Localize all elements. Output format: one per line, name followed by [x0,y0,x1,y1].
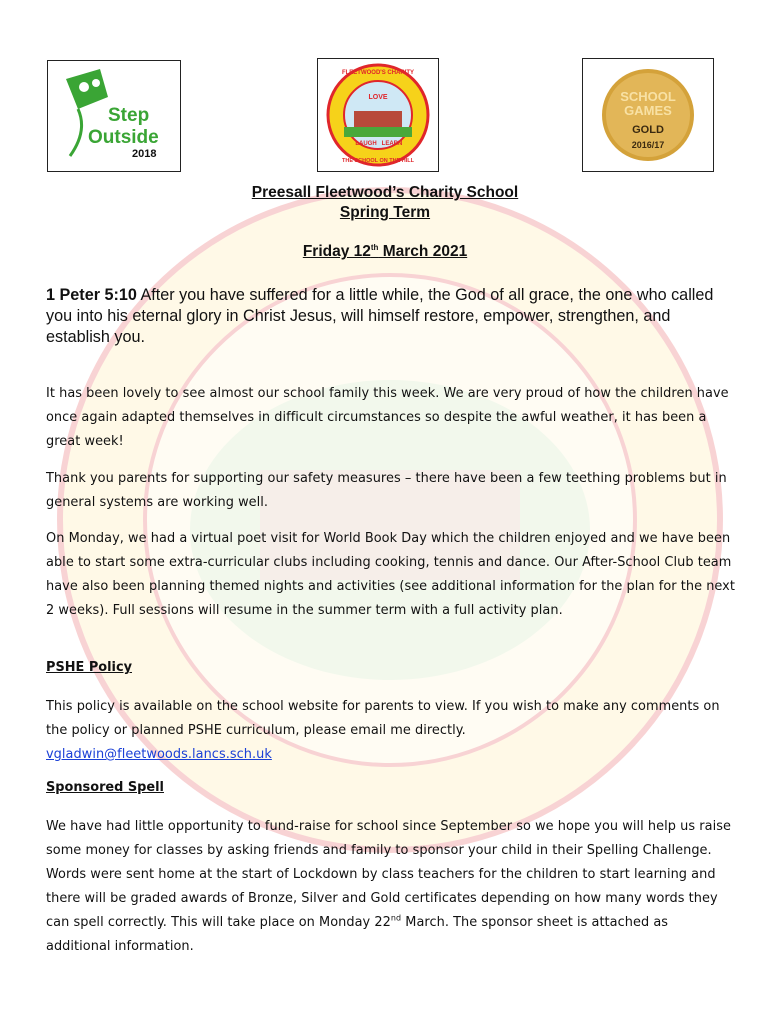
date-heading [0,243,770,261]
sponsored-spell-heading: Sponsored Spell [46,780,164,795]
school-games-gold-logo [582,58,714,172]
school-name-heading: Preesall Fleetwood’s Charity School [251,184,519,201]
date-rest: March 2021 [378,243,468,260]
spell-text: We have had little opportunity to fund-raise for school since September so we hope you will help us raise some money for classes by asking friends and family to sponsor your child in their Spelling Challenge. Words were sent home at the start of Lockdown by class teachers for the children to start learning and there will be graded awards of Bronze, Silver and Gold certificates depending on how many words they can spell correctly. This will take place on Monday 22 [46,819,731,930]
date-ordinal: th [370,242,379,252]
games-season-text: 2016/17 [631,140,665,150]
step-outside-logo [47,60,181,172]
pshe-paragraph [46,695,736,767]
games-games-text: GAMES [624,103,672,118]
paragraph-safety: Thank you parents for supporting our safety measures – there have been a few teething problems but in general systems are working well. [46,471,727,510]
spell-date-ordinal: nd [390,913,402,923]
pshe-email-link[interactable]: vgladwin@fleetwoods.lancs.sch.uk [46,747,272,762]
paragraph-activities: On Monday, we had a virtual poet visit for World Book Day which the children enjoyed and we have been able to start some extra-curricular clubs including cooking, tennis and dance. Our After-School Club team have also been planning themed nights and activities (see additional information for the plan for the next 2 weeks). Full sessions will resume in the summer term with a full activity plan. [46,531,735,618]
logo-step-text: Step [108,105,150,126]
school-crest-logo [317,58,439,172]
sponsored-spell-paragraph [46,815,736,959]
crest-love-text: LOVE [368,94,388,101]
games-school-text: SCHOOL [620,89,676,104]
games-gold-text: GOLD [632,124,664,136]
date-main: Friday 12 [302,243,371,260]
logo-outside-text: Outside [88,127,159,148]
term-heading: Spring Term [339,204,431,221]
crest-ring-bottom-text: THE SCHOOL ON THE HILL [341,158,415,164]
verse-reference: 1 Peter 5:10 [46,286,137,304]
logo-year-text: 2018 [132,148,157,160]
pshe-text: This policy is available on the school website for parents to view. If you wish to make any comments on the policy or planned PSHE curriculum, please email me directly. [46,699,720,738]
crest-laugh-text: LAUGH [355,141,377,147]
crest-learn-text: LEARN [381,141,403,147]
crest-ring-top-text: FLEETWOOD'S CHARITY [341,70,415,76]
paragraph-welcome: It has been lovely to see almost our school family this week. We are very proud of how the children have once again adapted themselves in difficult circumstances so despite the awful weather, it has been a great week! [46,386,729,449]
pshe-heading: PSHE Policy [46,660,132,675]
bible-verse [46,285,726,348]
verse-text: After you have suffered for a little while, the God of all grace, the one who called you into his eternal glory in Christ Jesus, will himself restore, empower, strengthen, and establish you. [46,286,714,346]
spell-text-end: March. The sponsor sheet is attached as additional information. [46,915,669,954]
